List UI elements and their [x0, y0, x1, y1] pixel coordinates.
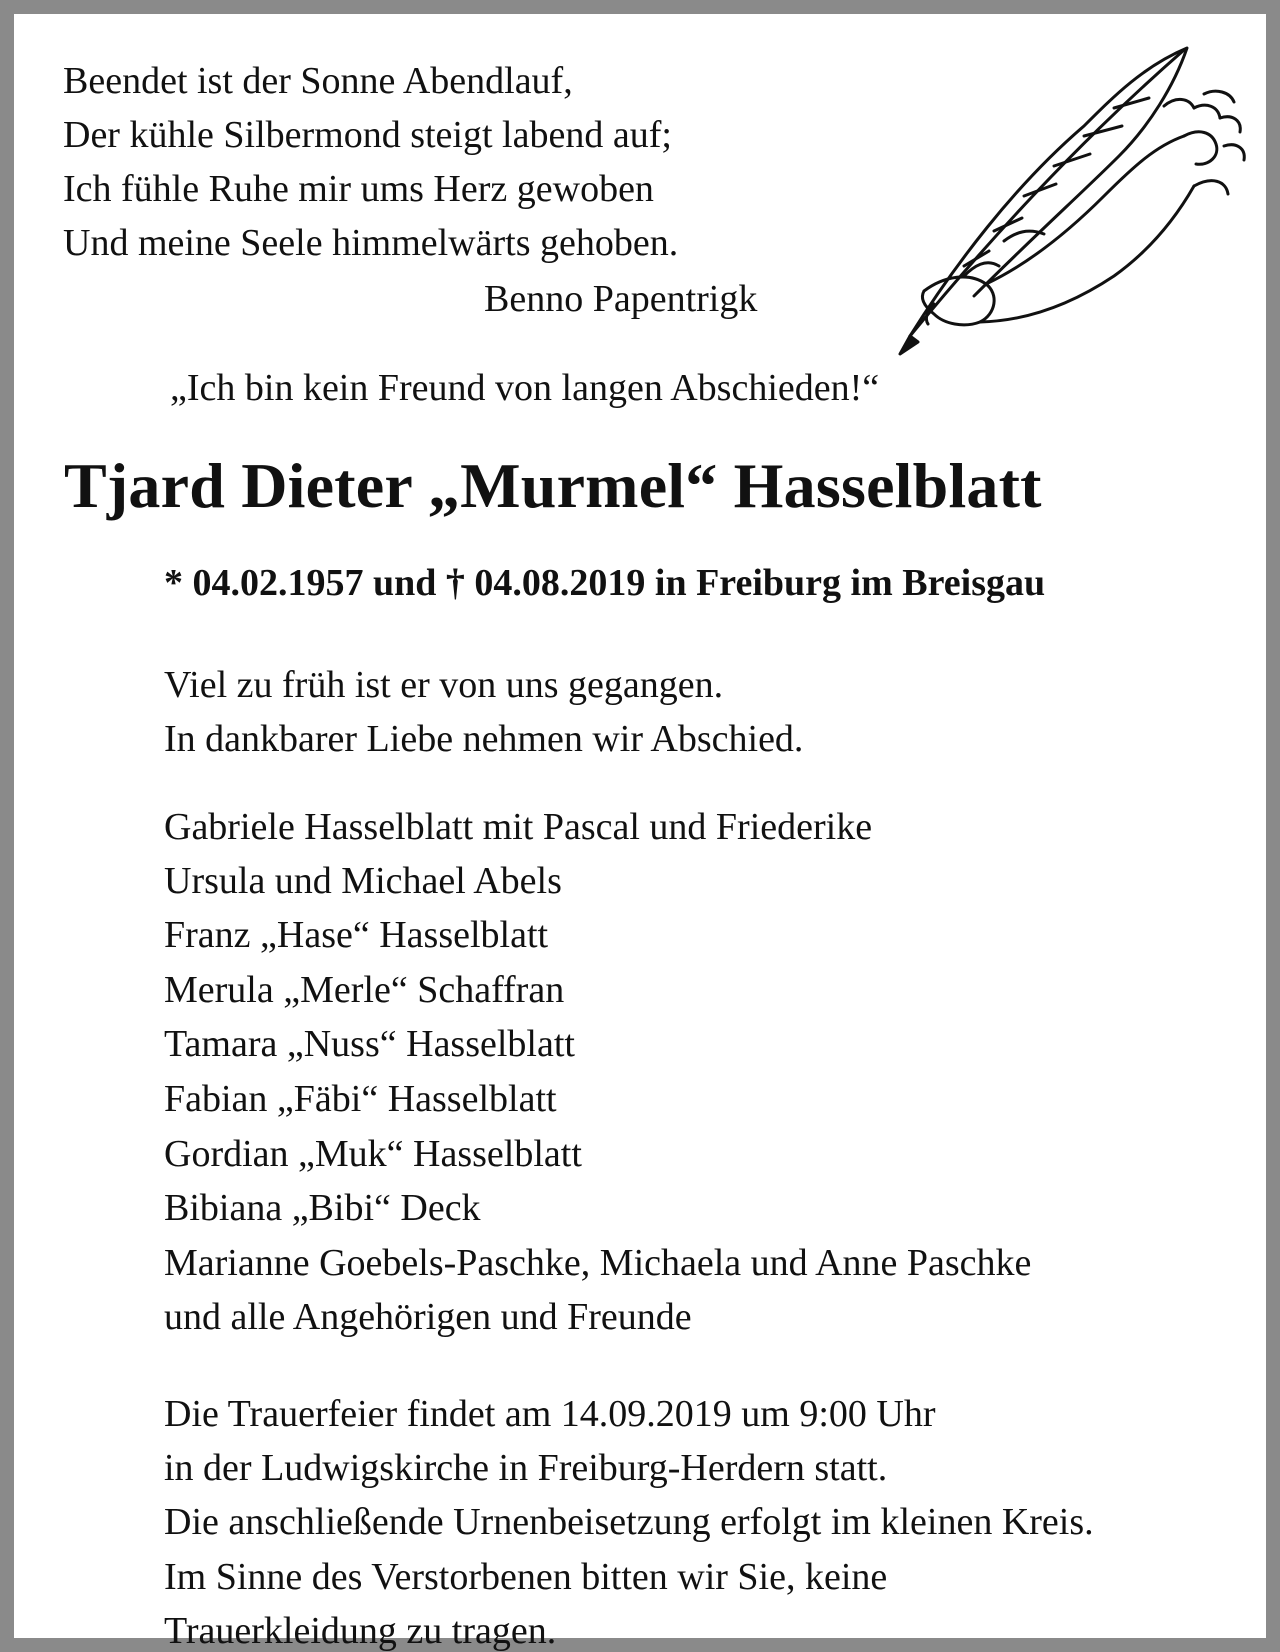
ceremony-line: Die Trauerfeier findet am 14.09.2019 um 9:00 Uhr [164, 1393, 936, 1435]
mourner-line: Gordian „Muk“ Hasselblatt [164, 1133, 582, 1175]
poem-line: Beendet ist der Sonne Abendlauf, [63, 60, 573, 102]
life-dates: * 04.02.1957 und † 04.08.2019 in Freiburg im Breisgau [164, 562, 1046, 604]
mourner-line: Tamara „Nuss“ Hasselblatt [164, 1023, 575, 1065]
mourner-line: und alle Angehörigen und Freunde [164, 1296, 692, 1338]
mourner-line: Ursula und Michael Abels [164, 860, 562, 902]
farewell-line: Viel zu früh ist er von uns gegangen. [164, 664, 724, 706]
mourner-line: Bibiana „Bibi“ Deck [164, 1187, 481, 1229]
farewell-line: In dankbarer Liebe nehmen wir Abschied. [164, 718, 804, 760]
poem-author: Benno Papentrigk [484, 278, 758, 320]
mourner-line: Fabian „Fäbi“ Hasselblatt [164, 1078, 557, 1120]
poem-line: Ich fühle Ruhe mir ums Herz gewoben [63, 168, 654, 210]
ceremony-line: Trauerkleidung zu tragen. [164, 1610, 557, 1652]
ceremony-line: in der Ludwigskirche in Freiburg-Herdern statt. [164, 1447, 888, 1489]
poem-line: Und meine Seele himmelwärts gehoben. [63, 222, 679, 264]
mourner-line: Marianne Goebels-Paschke, Michaela und Anne Paschke [164, 1242, 1032, 1284]
mourner-line: Merula „Merle“ Schaffran [164, 969, 565, 1011]
poem-line: Der kühle Silbermond steigt labend auf; [63, 114, 672, 156]
ceremony-line: Die anschließende Urnenbeisetzung erfolgt im kleinen Kreis. [164, 1501, 1094, 1543]
deceased-name: Tjard Dieter „Murmel“ Hasselblatt [64, 450, 1042, 521]
mourner-line: Franz „Hase“ Hasselblatt [164, 914, 549, 956]
quill-pen-icon [894, 36, 1274, 366]
mourner-line: Gabriele Hasselblatt mit Pascal und Friederike [164, 806, 873, 848]
quote: „Ich bin kein Freund von langen Abschieden!“ [170, 367, 880, 409]
ceremony-line: Im Sinne des Verstorbenen bitten wir Sie, keine [164, 1556, 888, 1598]
